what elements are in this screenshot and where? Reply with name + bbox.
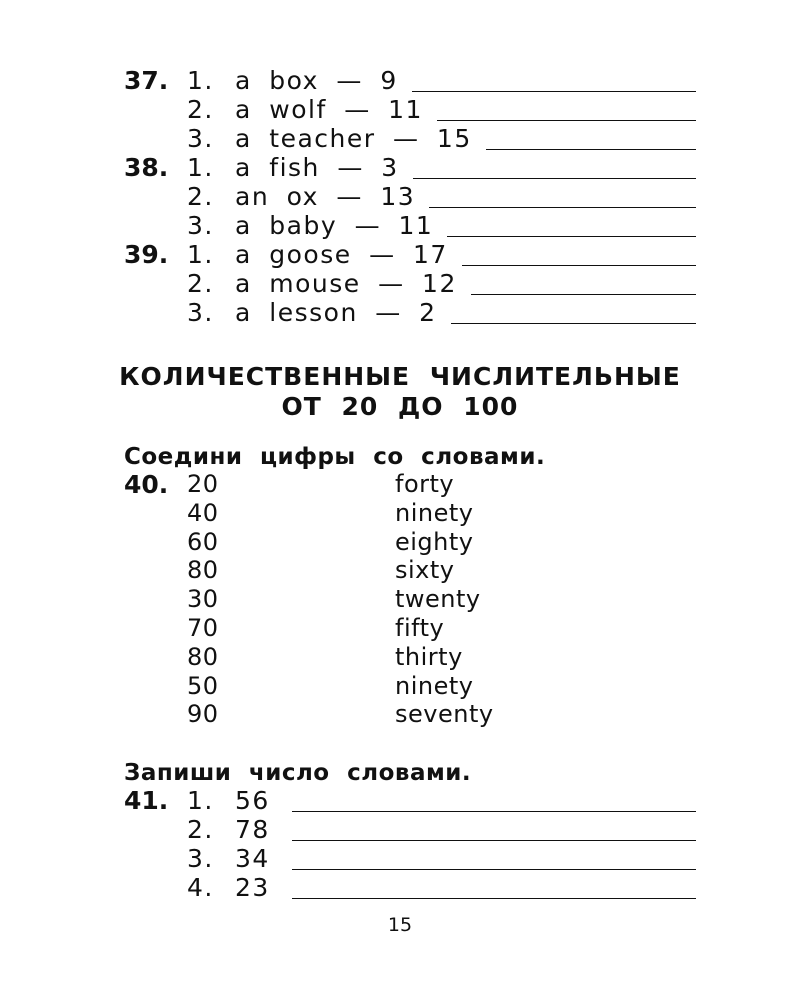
exercise-number-38: 38. (124, 153, 169, 182)
word-item[interactable]: thirty (395, 642, 463, 671)
word-item[interactable]: eighty (395, 527, 474, 556)
exercise-number-41: 41. (124, 786, 169, 815)
exercise-41-instruction: Запиши число словами. (124, 760, 472, 786)
answer-line[interactable] (292, 811, 696, 812)
exercise-38-item-3: 3. a baby — 11 (187, 211, 696, 241)
word-item[interactable]: sixty (395, 556, 455, 585)
word-item[interactable]: ninety (395, 671, 474, 700)
exercise-38-item-2: 2. an ox — 13 (187, 182, 696, 212)
answer-line[interactable] (429, 207, 696, 208)
exercise-38-item-1: 1. a fish — 3 (187, 153, 696, 183)
exercise-41-item-4: 4. 23 (187, 873, 696, 903)
page-number: 15 (387, 914, 413, 936)
digit-item[interactable]: 70 (187, 613, 219, 642)
exercise-40-words-column (395, 470, 494, 729)
digit-item[interactable]: 90 (187, 700, 219, 729)
digit-item[interactable]: 20 (187, 470, 219, 498)
section-title-line-1: КОЛИЧЕСТВЕННЫЕ ЧИСЛИТЕЛЬНЫЕ (119, 362, 681, 391)
answer-line[interactable] (471, 294, 696, 295)
exercise-number-40: 40. (124, 470, 169, 499)
section-title-line-2: ОТ 20 ДО 100 (281, 392, 519, 421)
word-item[interactable]: twenty (395, 585, 481, 614)
answer-line[interactable] (413, 178, 696, 179)
digit-item[interactable]: 80 (187, 642, 219, 671)
digit-item[interactable]: 60 (187, 527, 219, 556)
exercise-39-item-3: 3. a lesson — 2 (187, 298, 696, 328)
exercise-39-item-2: 2. a mouse — 12 (187, 269, 696, 299)
word-item[interactable]: seventy (395, 700, 494, 729)
digit-item[interactable]: 80 (187, 556, 219, 585)
digit-item[interactable]: 30 (187, 585, 219, 614)
answer-line[interactable] (292, 840, 696, 841)
answer-line[interactable] (486, 149, 696, 150)
exercise-41-item-1: 1. 56 (187, 786, 696, 816)
exercise-40-digits-column (187, 470, 219, 729)
word-item[interactable]: fifty (395, 613, 445, 642)
exercise-41-item-3: 3. 34 (187, 844, 696, 874)
word-item[interactable]: ninety (395, 498, 474, 527)
digit-item[interactable]: 50 (187, 671, 219, 700)
exercise-37-item-3: 3. a teacher — 15 (187, 124, 696, 154)
exercise-37-item-1: 1. a box — 9 (187, 66, 696, 96)
exercise-40-instruction: Соедини цифры со словами. (124, 444, 546, 470)
exercise-number-39: 39. (124, 240, 169, 269)
exercise-41-item-2: 2. 78 (187, 815, 696, 845)
answer-line[interactable] (292, 869, 696, 870)
answer-line[interactable] (292, 898, 696, 899)
answer-line[interactable] (462, 265, 696, 266)
digit-item[interactable]: 40 (187, 498, 219, 527)
answer-line[interactable] (437, 120, 696, 121)
answer-line[interactable] (412, 91, 696, 92)
word-item[interactable]: forty (395, 470, 455, 498)
exercise-37-item-2: 2. a wolf — 11 (187, 95, 696, 125)
answer-line[interactable] (451, 323, 696, 324)
exercise-number-37: 37. (124, 66, 169, 95)
exercise-39-item-1: 1. a goose — 17 (187, 240, 696, 270)
answer-line[interactable] (447, 236, 696, 237)
